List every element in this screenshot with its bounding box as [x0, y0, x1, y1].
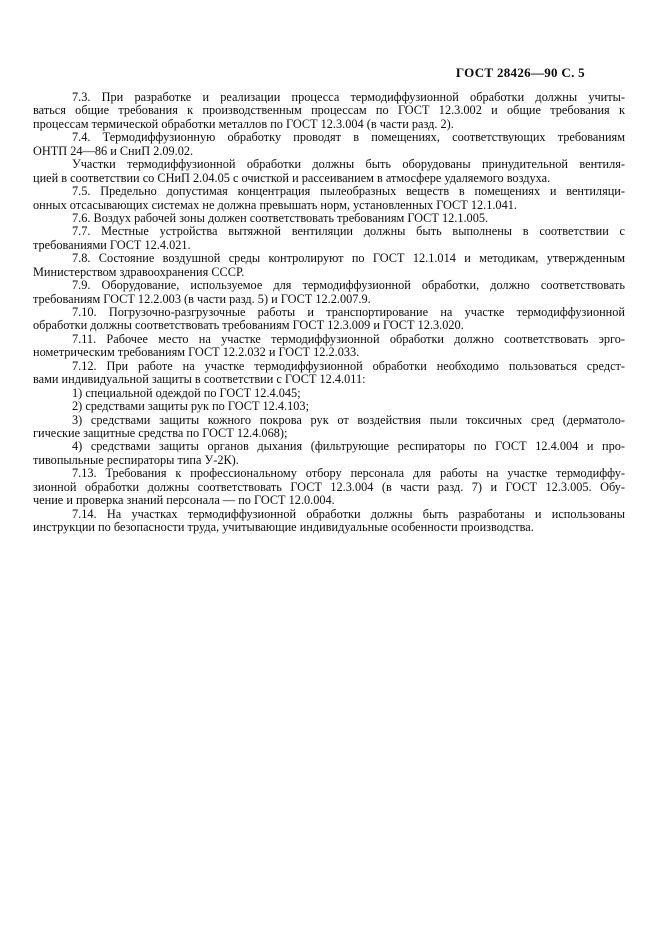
- text-line: 7.9. Оборудование, используемое для термодиффузионной обработки, должно соответствовать: [72, 279, 625, 293]
- text-line: тивопыльные респираторы типа У-2К).: [33, 453, 239, 467]
- clause-7-4-continued: [33, 158, 625, 185]
- doc-number-page-label: ГОСТ 28426—90 С. 5: [455, 65, 585, 80]
- text-line: нометрическим требованиям ГОСТ 12.2.032 и ГОСТ 12.2.033.: [33, 346, 360, 360]
- clause-7-8: [33, 252, 625, 279]
- text-line: 7.12. При работе на участке термодиффузионной обработки необходимо пользоваться средст-: [72, 359, 625, 373]
- text-line: гические защитные средства по ГОСТ 12.4.068);: [33, 426, 288, 440]
- text-line: 7.8. Состояние воздушной среды контролируют по ГОСТ 12.1.014 и методикам, утвержденным: [72, 252, 625, 266]
- text-line: 7.14. На участках термодиффузионной обработки должны быть разработаны и использованы: [72, 507, 625, 521]
- text-line: ОНТП 24—86 и СниП 2.09.02.: [33, 144, 194, 158]
- text-line: 7.3. При разработке и реализации процесса термодиффузионной обработки должны учиты-: [72, 91, 625, 104]
- clause-7-11: [33, 333, 625, 360]
- text-line: инструкции по безопасности труда, учитывающие индивидуальные особенности производства.: [33, 521, 534, 534]
- text-line: онных отсасывающих системах не должна превышать норм, установленных ГОСТ 12.1.041.: [33, 198, 517, 212]
- document-body: [33, 91, 625, 534]
- page-header: [0, 65, 585, 81]
- clause-7-9: [33, 279, 625, 306]
- text-line: 7.7. Местные устройства вытяжной вентиляции должны быть выполнены в соответствии с: [72, 225, 625, 239]
- text-line: обработки должны соответствовать требованиям ГОСТ 12.3.009 и ГОСТ 12.3.020.: [33, 319, 464, 333]
- text-line: ваться общие требования к производственным процессам по ГОСТ 12.3.002 и общие требования к: [33, 104, 625, 118]
- text-line: цией в соответствии со СНиП 2.04.05 с очисткой и рассеиванием в атмосфере удаляемого воздуха.: [33, 171, 551, 185]
- text-line: 3) средствами защиты кожного покрова рук от воздействия пыли токсичных сред (дерматоло-: [72, 413, 625, 427]
- text-line: Участки термодиффузионной обработки должны быть оборудованы принудительной вентиля-: [72, 158, 625, 172]
- text-line: требованиям ГОСТ 12.2.003 (в части разд. 5) и ГОСТ 12.2.007.9.: [33, 292, 371, 306]
- clause-7-12-item-1: [33, 387, 625, 400]
- clause-7-12-item-2: [33, 400, 625, 413]
- text-line: 7.10. Погрузочно-разгрузочные работы и транспортирование на участке термодиффузионной: [72, 306, 625, 319]
- text-line: 7.13. Требования к профессиональному отбору персонала для работы на участке термодиффу-: [72, 467, 625, 481]
- text-line: 2) средствами защиты рук по ГОСТ 12.4.103;: [72, 400, 309, 414]
- clause-7-3: [33, 91, 625, 131]
- text-line: зионной обработки должны соответствовать ГОСТ 12.3.004 (в части разд. 7) и ГОСТ 12.3.005. Обу-: [33, 480, 625, 494]
- text-line: 4) средствами защиты органов дыхания (фильтрующие респираторы по ГОСТ 12.4.004 и про-: [72, 440, 625, 454]
- text-line: чение и проверка знаний персонала — по ГОСТ 12.0.004.: [33, 494, 335, 508]
- text-line: 7.4. Термодиффузионную обработку проводят в помещениях, соответствующих требованиям: [72, 131, 625, 145]
- clause-7-5: [33, 185, 625, 212]
- text-line: процессам термической обработки металлов по ГОСТ 12.3.004 (в части разд. 2).: [33, 117, 454, 131]
- clause-7-12-item-3: [33, 414, 625, 441]
- text-line: 7.5. Предельно допустимая концентрация пылеобразных веществ в помещениях и вентиляци-: [72, 185, 625, 199]
- text-line: требованиями ГОСТ 12.4.021.: [33, 238, 191, 252]
- clause-7-10: [33, 306, 625, 333]
- text-line: вами индивидуальной защиты в соответствии с ГОСТ 12.4.011:: [33, 373, 366, 387]
- clause-7-12-item-4: [33, 440, 625, 467]
- text-line: Министерством здравоохранения СССР.: [33, 265, 245, 279]
- clause-7-13: [33, 467, 625, 507]
- clause-7-14: [33, 508, 625, 535]
- clause-7-6: [33, 212, 625, 225]
- text-line: 1) специальной одеждой по ГОСТ 12.4.045;: [72, 386, 301, 400]
- text-line: 7.11. Рабочее место на участке термодиффузионной обработки должно соответствовать эрго-: [72, 332, 625, 346]
- clause-7-4: [33, 131, 625, 158]
- text-line: 7.6. Воздух рабочей зоны должен соответствовать требованиям ГОСТ 12.1.005.: [72, 211, 489, 225]
- clause-7-7: [33, 225, 625, 252]
- clause-7-12: [33, 360, 625, 387]
